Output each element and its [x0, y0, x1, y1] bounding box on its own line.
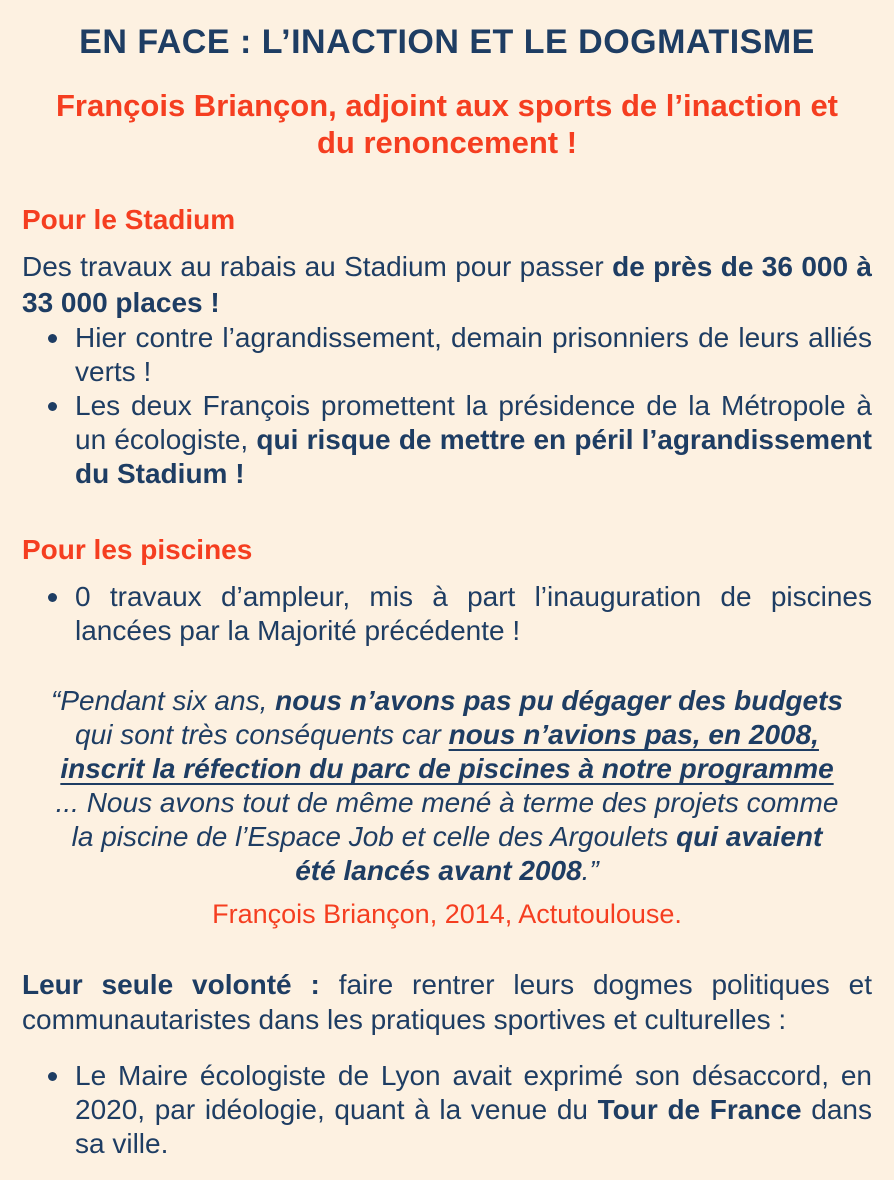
volonte-bullet-tail: dans sa ville. [75, 1094, 872, 1160]
stadium-bullet-1 [22, 321, 872, 389]
stadium-intro-paragraph [22, 249, 872, 321]
volonte-bullet-1 [22, 1059, 872, 1161]
quote-seg-6-bold: qui avaient été lancés avant 2008 [295, 821, 823, 887]
bullet-marker [48, 1072, 57, 1081]
volonte-paragraph [22, 967, 872, 1037]
quote-seg-7: .” [581, 855, 599, 887]
stadium-bullet-2-bold: qui risque de mettre en péril l’agrandissement du Stadium ! [75, 423, 872, 489]
bullet-marker [48, 402, 57, 411]
stadium-intro-bold: de près de 36 000 à 33 000 places ! [22, 250, 873, 318]
stadium-bullet-2-normal: Les deux François promettent la présidence de la Métropole à un écologiste, [75, 389, 872, 455]
piscines-bullet-1-text: 0 travaux d’ampleur, mis à part l’inauguration de piscines lancées par la Majorité précédente ! [75, 581, 872, 647]
stadium-bullet-2 [22, 389, 872, 491]
quote-attribution: François Briançon, 2014, Actutoulouse. [212, 899, 682, 930]
volonte-bullet-bold: Tour de France [597, 1094, 802, 1126]
section-heading-piscines: Pour les piscines [22, 533, 253, 565]
piscines-bullet-1 [22, 580, 872, 648]
stadium-bullet-list [22, 321, 872, 491]
volonte-rest: faire rentrer leurs dogmes politiques et communautaristes dans les pratiques sportives et culturelles : [22, 969, 872, 1036]
page-title: EN FACE : L’INACTION ET LE DOGMATISME [79, 23, 815, 61]
quote-seg-5: ... Nous avons tout de même mené à terme des projets comme la piscine de l’Espace Job et celle des Argoulets [55, 787, 839, 853]
volonte-bullet-normal: Le Maire écologiste de Lyon avait exprimé son désaccord, en 2020, par idéologie, quant à la venue du [75, 1060, 872, 1126]
quote-seg-1: “Pendant six ans, [51, 685, 276, 717]
page-subtitle: François Briançon, adjoint aux sports de l’inaction et du renoncement ! [55, 87, 839, 160]
quote-block [48, 684, 846, 888]
section-heading-stadium: Pour le Stadium [22, 204, 236, 236]
stadium-bullet-1-text: Hier contre l’agrandissement, demain prisonniers de leurs alliés verts ! [75, 321, 872, 387]
piscines-bullet-list [22, 580, 872, 648]
volonte-bullet-list [22, 1059, 872, 1161]
volonte-lead-bold: Leur seule volonté : [22, 969, 320, 1001]
quote-seg-4-bold-underline: nous n’avions pas, en 2008, inscrit la réfection du parc de piscines à notre programme [60, 719, 834, 785]
bullet-marker [48, 593, 57, 602]
quote-seg-3: qui sont très conséquents car [75, 719, 449, 751]
quote-seg-2-bold: nous n’avons pas pu dégager des budgets [275, 685, 843, 717]
bullet-marker [48, 334, 57, 343]
stadium-intro-normal: Des travaux au rabais au Stadium pour passer [22, 250, 613, 282]
